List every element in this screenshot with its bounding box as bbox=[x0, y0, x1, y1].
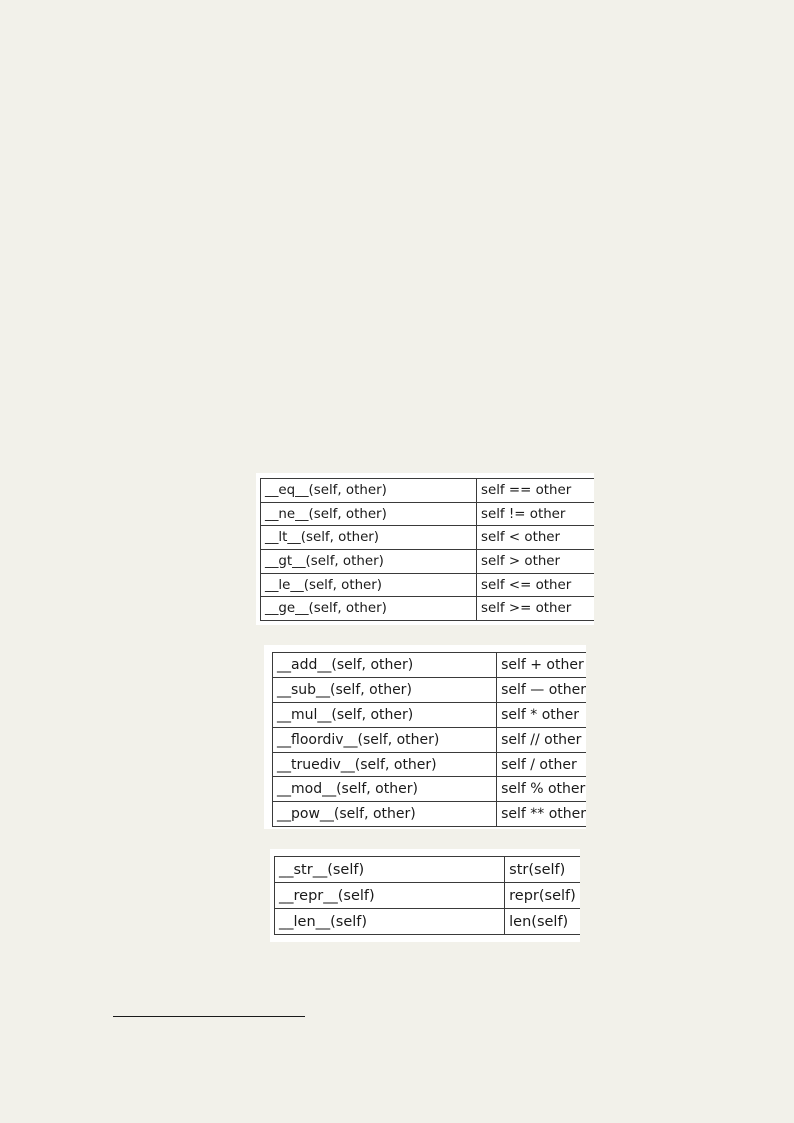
table-row bbox=[275, 909, 581, 935]
table-row bbox=[273, 752, 587, 777]
comparison-methods-table bbox=[256, 473, 594, 625]
method-cell: __repr__(self) bbox=[275, 883, 505, 909]
method-cell: __truediv__(self, other) bbox=[273, 752, 497, 777]
expression-cell: self == other bbox=[477, 479, 595, 503]
table-row bbox=[275, 883, 581, 909]
expression-cell: self <= other bbox=[477, 573, 595, 597]
method-cell: __str__(self) bbox=[275, 857, 505, 883]
method-cell: __mod__(self, other) bbox=[273, 777, 497, 802]
method-cell: __add__(self, other) bbox=[273, 653, 497, 678]
string-methods-table bbox=[270, 849, 580, 942]
method-cell: __mul__(self, other) bbox=[273, 702, 497, 727]
table-row bbox=[261, 597, 595, 621]
expression-cell: self + other bbox=[497, 653, 586, 678]
expression-cell: len(self) bbox=[505, 909, 580, 935]
expression-cell: self / other bbox=[497, 752, 586, 777]
expression-cell: self >= other bbox=[477, 597, 595, 621]
expression-cell: self — other bbox=[497, 677, 586, 702]
table-row bbox=[261, 479, 595, 503]
expression-cell: str(self) bbox=[505, 857, 580, 883]
expression-cell: repr(self) bbox=[505, 883, 580, 909]
expression-cell: self > other bbox=[477, 550, 595, 574]
method-cell: __len__(self) bbox=[275, 909, 505, 935]
method-cell: __lt__(self, other) bbox=[261, 526, 477, 550]
table-row bbox=[261, 526, 595, 550]
table-row bbox=[275, 857, 581, 883]
table-row bbox=[273, 702, 587, 727]
method-cell: __floordiv__(self, other) bbox=[273, 727, 497, 752]
arithmetic-methods-table bbox=[264, 645, 586, 829]
method-cell: __gt__(self, other) bbox=[261, 550, 477, 574]
method-cell: __ge__(self, other) bbox=[261, 597, 477, 621]
table-row bbox=[273, 727, 587, 752]
expression-cell: self * other bbox=[497, 702, 586, 727]
expression-cell: self < other bbox=[477, 526, 595, 550]
footnote-separator bbox=[113, 1016, 305, 1017]
method-cell: __pow__(self, other) bbox=[273, 802, 497, 827]
expression-cell: self != other bbox=[477, 502, 595, 526]
table-row bbox=[273, 677, 587, 702]
expression-cell: self ** other bbox=[497, 802, 586, 827]
table-row bbox=[261, 502, 595, 526]
table-row bbox=[273, 777, 587, 802]
method-cell: __eq__(self, other) bbox=[261, 479, 477, 503]
method-cell: __sub__(self, other) bbox=[273, 677, 497, 702]
method-cell: __le__(self, other) bbox=[261, 573, 477, 597]
table-row bbox=[273, 802, 587, 827]
expression-cell: self % other bbox=[497, 777, 586, 802]
table-row bbox=[261, 573, 595, 597]
expression-cell: self // other bbox=[497, 727, 586, 752]
method-cell: __ne__(self, other) bbox=[261, 502, 477, 526]
table-row bbox=[261, 550, 595, 574]
table-row bbox=[273, 653, 587, 678]
